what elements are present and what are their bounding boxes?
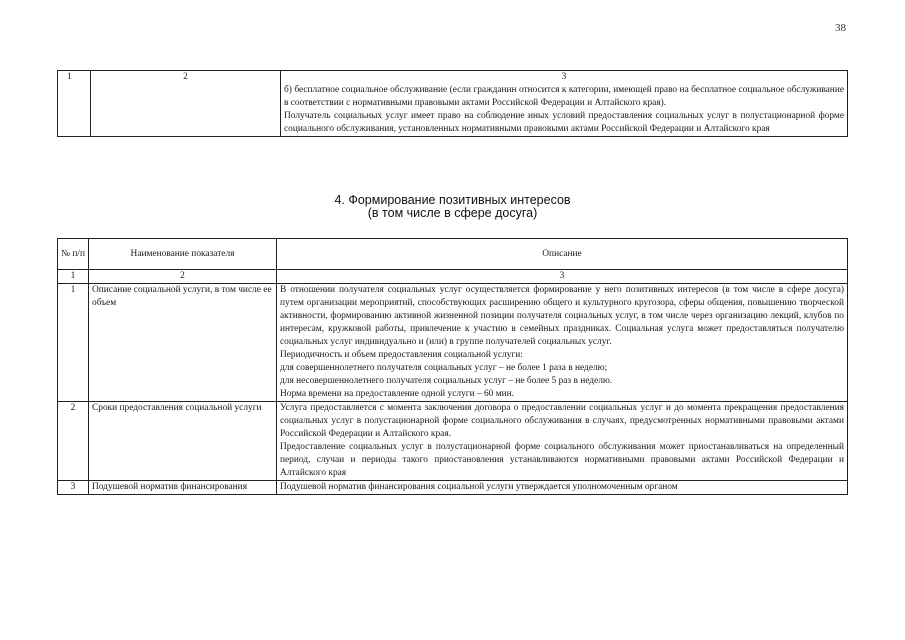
header-name: Наименование показателя <box>89 239 277 270</box>
row-num: 2 <box>58 402 89 481</box>
header-desc: Описание <box>277 239 848 270</box>
col3-paragraph: Получатель социальных услуг имеет право на соблюдение иных условий предоставления социальных услуг в полустационарной форме социального обслуживания, установленных нормативными правовыми актами Российской Федерации и Алтайского края <box>284 111 844 134</box>
section-title: 4. Формирование позитивных интересов <box>334 193 571 207</box>
row-desc <box>277 402 848 481</box>
desc-paragraph: Услуга предоставляется с момента заключения договора о предоставлении социальных услуг и до момента прекращения предоставления социальных услуг в полустационарной форме социального обслуживания в случаях, предусмотренных нормативными правовыми актами Российской Федерации и Алтайского края. <box>280 403 844 439</box>
section-subtitle: (в том числе в сфере досуга) <box>367 206 538 220</box>
header-row <box>58 239 848 270</box>
col3-cell <box>281 71 848 137</box>
desc-paragraph: Периодичность и объем предоставления социальной услуги: <box>280 350 523 360</box>
row-desc <box>277 284 848 402</box>
section-heading <box>0 194 905 220</box>
row-desc <box>277 481 848 495</box>
table-row <box>58 402 848 481</box>
row-num: 1 <box>58 284 89 402</box>
col3-paragraph: б) бесплатное социальное обслуживание (если гражданин относится к категории, имеющей право на бесплатное социальное обслуживание в соответствии с нормативными правовыми актами Российской Федерации и Алтайского края). <box>284 85 844 108</box>
index-cell: 2 <box>89 270 277 284</box>
col2-cell: 2 <box>91 71 281 137</box>
table-row <box>58 284 848 402</box>
row-name: Сроки предоставления социальной услуги <box>89 402 277 481</box>
row-name: Подушевой норматив финансирования <box>89 481 277 495</box>
col1-cell: 1 <box>58 71 91 137</box>
continuation-table <box>57 70 848 137</box>
col3-header: 3 <box>561 72 567 82</box>
table-row <box>58 71 848 137</box>
desc-paragraph: В отношении получателя социальных услуг осуществляется формирование у него позитивных интересов (в том числе в сфере досуга) путем организации мероприятий, способствующих расширению общего и культурного кругозора, сферы общения, повышению творческой активности, формированию активной жизненной позиции получателя социальных услуг, в том числе через организацию лекций, клубов по интересам, кружковой работы, привлечение к участию в семейных праздниках. Социальная услуга может предоставляться получателю социальных услуг индивидуально и (или) в группе получателей социальных услуг. <box>280 285 844 347</box>
index-cell: 3 <box>277 270 848 284</box>
desc-paragraph: Норма времени на предоставление одной услуги – 60 мин. <box>280 389 515 399</box>
desc-paragraph: для несовершеннолетнего получателя социальных услуг – не более 5 раз в неделю. <box>280 376 613 386</box>
indicators-table <box>57 238 848 495</box>
index-row <box>58 270 848 284</box>
row-name: Описание социальной услуги, в том числе ее объем <box>89 284 277 402</box>
desc-paragraph: Предоставление социальных услуг в полустационарной форме социального обслуживания может приостанавливаться на определенный период, случаи и периоды такого приостановления устанавливаются нормативными правовыми актами Российской Федерации и Алтайского края <box>280 442 844 478</box>
index-cell: 1 <box>58 270 89 284</box>
header-num: № п/п <box>58 239 89 270</box>
desc-paragraph: Подушевой норматив финансирования социальной услуги утверждается уполномоченным органом <box>280 482 678 492</box>
desc-paragraph: для совершеннолетнего получателя социальных услуг – не более 1 раза в неделю; <box>280 363 608 373</box>
table-row <box>58 481 848 495</box>
row-num: 3 <box>58 481 89 495</box>
page-number: 38 <box>835 22 846 34</box>
